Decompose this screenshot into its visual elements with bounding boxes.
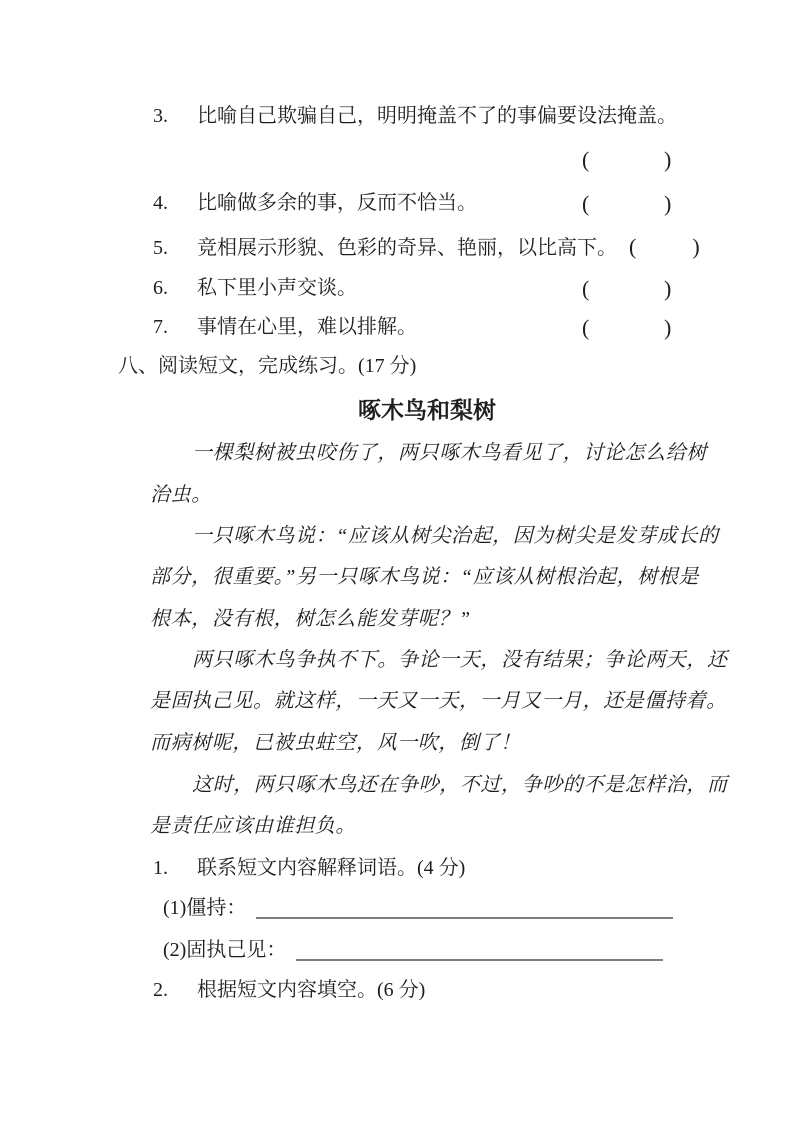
- definition-item-3-text: 比喻自己欺骗自己，明明掩盖不了的事偏要设法掩盖。: [197, 105, 677, 127]
- blank-label-guzhijijian: (2)固执己见：: [163, 939, 287, 961]
- definition-item-4: [153, 190, 477, 217]
- question-2-number: 2.: [153, 979, 168, 1001]
- definition-item-5: [153, 233, 700, 262]
- passage-line: 这时，两只啄木鸟还在争吵，不过，争吵的不是怎样治，而: [192, 774, 728, 796]
- passage-line: 一棵梨树被虫咬伤了，两只啄木鸟看见了，讨论怎么给树: [192, 442, 707, 464]
- passage-line: 根本，没有根，树怎么能发芽呢？”: [150, 608, 471, 630]
- definition-item-4-text: 比喻做多余的事，反而不恰当。: [197, 192, 477, 214]
- answer-paren-open-6: (: [582, 276, 590, 301]
- passage-line: 是责任应该由谁担负。: [150, 815, 356, 837]
- answer-paren-open-7: (: [582, 315, 590, 340]
- definition-item-6-number: 6.: [153, 277, 168, 299]
- answer-paren-open-3: (: [582, 147, 590, 172]
- definition-item-5-text: 竞相展示形貌、色彩的奇异、艳丽，以比高下。: [197, 237, 617, 259]
- question-2: [153, 977, 425, 1004]
- passage-line: 一只啄木鸟说：“应该从树尖治起，因为树尖是发芽成长的: [192, 525, 719, 547]
- blank-label-jiangchi: (1)僵持：: [163, 897, 247, 919]
- definition-item-6: [153, 275, 357, 302]
- question-1-number: 1.: [153, 857, 168, 879]
- answer-blank-guzhijijian: [296, 959, 663, 961]
- question-2-text: 根据短文内容填空。(6 分): [197, 979, 426, 1001]
- definition-item-6-text: 私下里小声交谈。: [197, 277, 357, 299]
- definition-item-4-number: 4.: [153, 192, 168, 214]
- question-1-text: 联系短文内容解释词语。(4 分): [197, 857, 466, 879]
- definition-item-3-number: 3.: [153, 105, 168, 127]
- definition-item-7-number: 7.: [153, 316, 168, 338]
- question-1-sub-2: [163, 937, 663, 964]
- answer-paren-open-5: (: [629, 234, 637, 259]
- answer-paren-open-4: (: [582, 191, 590, 216]
- definition-item-3: [153, 103, 677, 130]
- passage-line: 是固执己见。就这样，一天又一天，一月又一月，还是僵持着。: [150, 690, 727, 712]
- answer-paren-close-3: ): [664, 147, 672, 172]
- answer-paren-close-5: ): [692, 234, 700, 259]
- definition-item-7-text: 事情在心里，难以排解。: [197, 316, 417, 338]
- answer-paren-close-4: ): [664, 191, 672, 216]
- definition-item-7: [153, 314, 417, 341]
- section-8-heading: 八、阅读短文，完成练习。(17 分): [118, 355, 417, 377]
- passage-line: 治虫。: [150, 484, 212, 506]
- definition-item-5-number: 5.: [153, 237, 168, 259]
- answer-blank-jiangchi: [256, 917, 673, 919]
- passage-title: 啄木鸟和梨树: [358, 397, 496, 423]
- question-1-sub-1: [163, 895, 673, 922]
- passage-line: 两只啄木鸟争执不下。争论一天，没有结果；争论两天，还: [192, 649, 728, 671]
- passage-line: 而病树呢，已被虫蛀空，风一吹，倒了！: [150, 732, 521, 754]
- answer-paren-close-6: ): [664, 276, 672, 301]
- answer-paren-close-7: ): [664, 315, 672, 340]
- passage-line: 部分，很重要。”另一只啄木鸟说：“应该从树根治起，树根是: [150, 566, 700, 588]
- question-1: [153, 855, 465, 882]
